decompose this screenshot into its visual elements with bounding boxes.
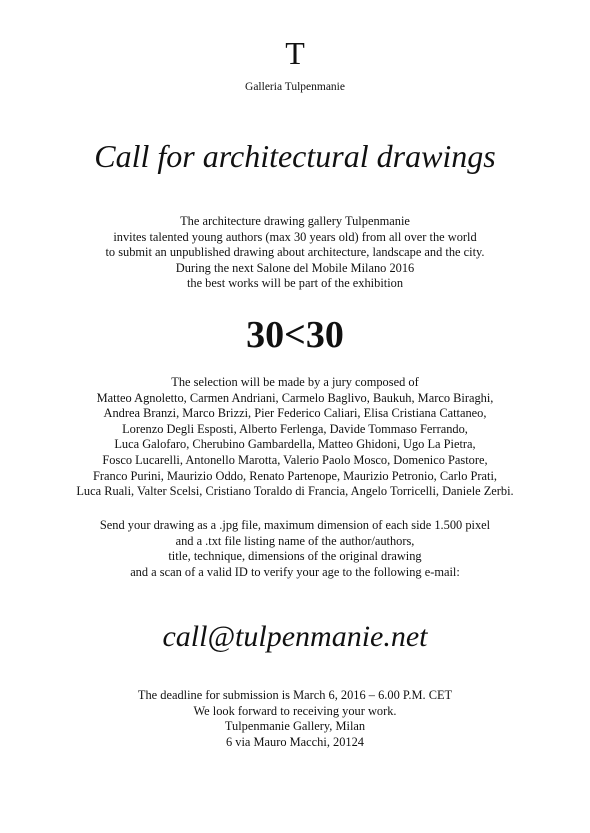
submission-email: call@tulpenmanie.net — [162, 620, 428, 653]
instruction-line: and a .txt file listing name of the author/authors, — [175, 533, 415, 548]
exhibition-title: 30<30 — [246, 314, 344, 356]
closing-line: We look forward to receiving your work. — [193, 703, 397, 718]
intro-line: invites talented young authors (max 30 years old) from all over the world — [113, 229, 477, 244]
closing-line: 6 via Mauro Macchi, 20124 — [226, 734, 364, 749]
submission-instructions — [0, 518, 590, 580]
intro-line: The architecture drawing gallery Tulpenmanie — [180, 214, 410, 228]
jury-line: Lorenzo Degli Esposti, Alberto Ferlenga, Davide Tommaso Ferrando, — [122, 421, 468, 436]
closing-line: Tulpenmanie Gallery, Milan — [224, 719, 366, 734]
instruction-line: Send your drawing as a .jpg file, maximum dimension of each side 1.500 pixel — [99, 518, 491, 532]
jury-line: Luca Ruali, Valter Scelsi, Cristiano Toraldo di Francia, Angelo Torricelli, Daniele Zerbi. — [76, 484, 514, 499]
jury-line: The selection will be made by a jury composed of — [171, 375, 419, 389]
closing-line: The deadline for submission is March 6, 2016 – 6.00 P.M. CET — [137, 688, 453, 702]
instruction-line: title, technique, dimensions of the original drawing — [168, 549, 422, 564]
jury-paragraph — [0, 375, 590, 500]
intro-line: the best works will be part of the exhibition — [186, 276, 404, 291]
intro-line: During the next Salone del Mobile Milano 2016 — [175, 260, 415, 275]
jury-line: Matteo Agnoletto, Carmen Andriani, Carmelo Baglivo, Baukuh, Marco Biraghi, — [96, 390, 494, 405]
closing-paragraph — [0, 688, 590, 750]
jury-line: Fosco Lucarelli, Antonello Marotta, Valerio Paolo Mosco, Domenico Pastore, — [102, 452, 488, 467]
headline: Call for architectural drawings — [94, 138, 496, 174]
gallery-logo: T — [285, 35, 305, 71]
instruction-line: and a scan of a valid ID to verify your age to the following e-mail: — [130, 564, 460, 579]
intro-paragraph — [0, 214, 590, 292]
jury-line: Franco Purini, Maurizio Oddo, Renato Partenope, Maurizio Petronio, Carlo Prati, — [93, 468, 497, 483]
jury-line: Andrea Branzi, Marco Brizzi, Pier Federico Caliari, Elisa Cristiana Cattaneo, — [103, 406, 487, 421]
jury-line: Luca Galofaro, Cherubino Gambardella, Matteo Ghidoni, Ugo La Pietra, — [114, 437, 476, 452]
gallery-name: Galleria Tulpenmanie — [245, 81, 345, 93]
intro-line: to submit an unpublished drawing about architecture, landscape and the city. — [105, 245, 485, 260]
